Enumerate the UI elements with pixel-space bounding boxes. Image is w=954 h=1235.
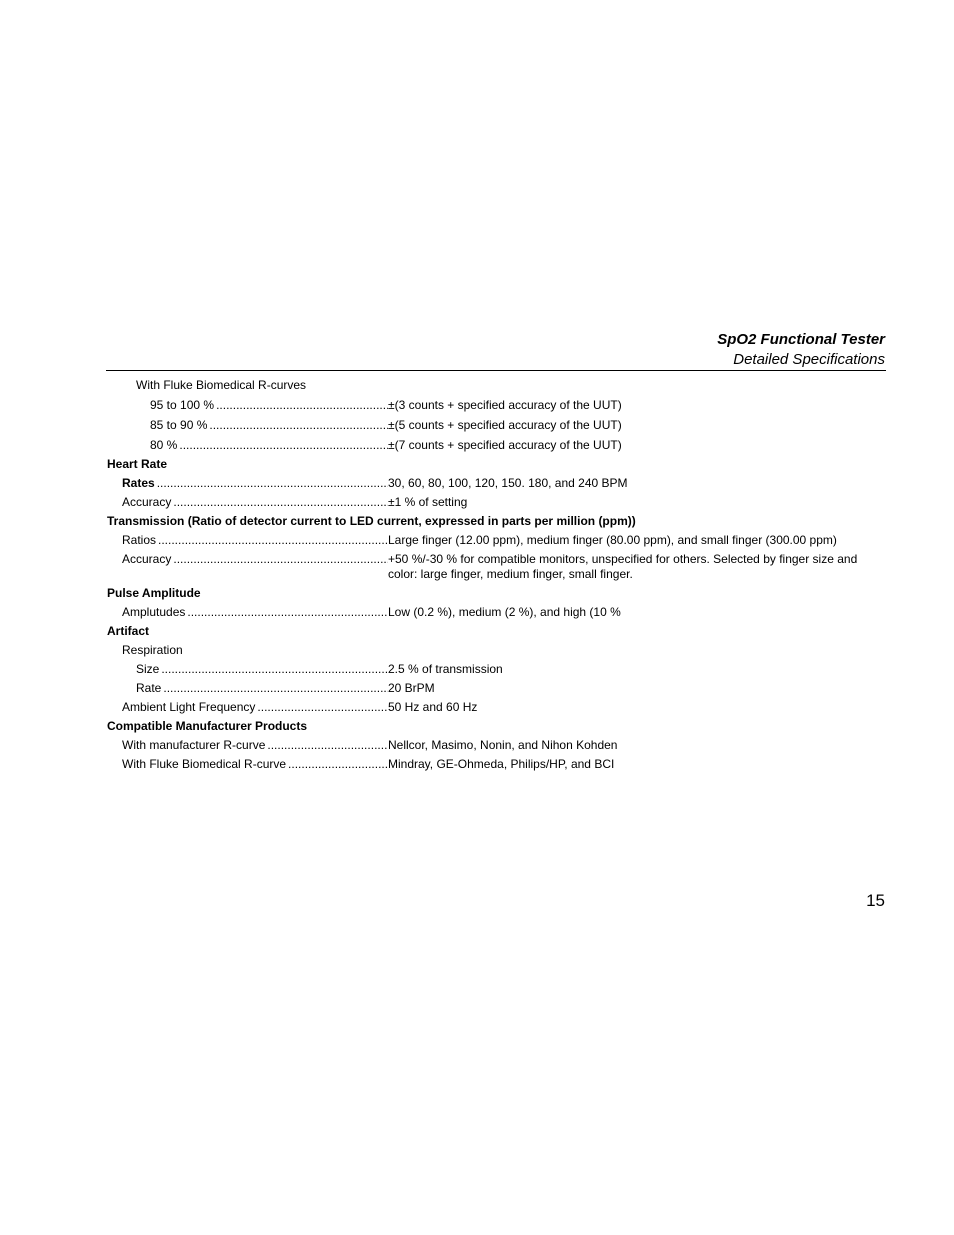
spec-label: Amplutudes <box>122 605 186 619</box>
spec-label-cell <box>122 700 388 715</box>
spec-label-cell <box>150 398 388 413</box>
section-heading-compatible-products: Compatible Manufacturer Products <box>107 719 308 733</box>
spec-label: With Fluke Biomedical R-curve <box>122 757 287 771</box>
subheading-respiration: Respiration <box>122 643 183 657</box>
spec-value: Low (0.2 %), medium (2 %), and high (10 % <box>388 605 621 619</box>
spec-label-cell <box>136 662 388 677</box>
header-title: SpO2 Functional Tester <box>717 331 885 348</box>
section-heading-pulse-amplitude: Pulse Amplitude <box>107 586 201 600</box>
dot-leader <box>159 662 388 677</box>
running-header <box>106 330 885 369</box>
dot-leader <box>161 681 388 696</box>
section-heading-transmission: Transmission (Ratio of detector current to LED current, expressed in parts per million (ppm)) <box>107 514 636 528</box>
spec-value: 30, 60, 80, 100, 120, 150. 180, and 240 BPM <box>388 476 628 490</box>
spec-row <box>122 605 885 620</box>
spec-label: Accuracy <box>122 552 172 566</box>
spec-label: 80 % <box>150 438 178 452</box>
dot-leader <box>171 552 388 567</box>
subheading-fluke-r-curves: With Fluke Biomedical R-curves <box>136 378 307 392</box>
spec-label: Ambient Light Frequency <box>122 700 256 714</box>
spec-row <box>122 533 885 548</box>
spec-value: 50 Hz and 60 Hz <box>388 700 478 714</box>
spec-row <box>150 438 885 453</box>
spec-label: Accuracy <box>122 495 172 509</box>
spec-row <box>122 738 885 753</box>
dot-leader <box>255 700 388 715</box>
spec-label: 85 to 90 % <box>150 418 208 432</box>
dot-leader <box>185 605 388 620</box>
spec-label: Rates <box>122 476 155 490</box>
dot-leader <box>177 438 388 453</box>
spec-label: Size <box>136 662 160 676</box>
spec-row <box>136 681 885 696</box>
spec-label: Rate <box>136 681 162 695</box>
spec-label-cell <box>122 552 388 567</box>
spec-value: ±1 % of setting <box>388 495 468 509</box>
spec-row <box>122 552 885 582</box>
spec-value: Large finger (12.00 ppm), medium finger (80.00 ppm), and small finger (300.00 ppm) <box>388 533 837 547</box>
dot-leader <box>265 738 388 753</box>
spec-value: +50 %/-30 % for compatible monitors, unspecified for others. Selected by finger size and color: large finger, medium finger, small finger. <box>388 552 858 581</box>
spec-label-cell <box>122 605 388 620</box>
dot-leader <box>156 533 388 548</box>
section-heading-heart-rate: Heart Rate <box>107 457 168 471</box>
dot-leader <box>171 495 388 510</box>
spec-label: 95 to 100 % <box>150 398 215 412</box>
page-number: 15 <box>866 891 885 910</box>
dot-leader <box>207 418 388 433</box>
spec-label-cell <box>136 681 388 696</box>
spec-label: Ratios <box>122 533 157 547</box>
spec-row <box>122 476 885 491</box>
spec-label-cell <box>122 757 388 772</box>
spec-row <box>122 495 885 510</box>
spec-value: 20 BrPM <box>388 681 435 695</box>
spec-value: ±(7 counts + specified accuracy of the UUT) <box>388 438 622 452</box>
header-subtitle: Detailed Specifications <box>733 351 885 368</box>
section-heading-artifact: Artifact <box>107 624 150 638</box>
spec-label-cell <box>122 495 388 510</box>
dot-leader <box>286 757 388 772</box>
spec-label-cell <box>122 533 388 548</box>
spec-row <box>136 662 885 677</box>
spec-label-cell <box>150 438 388 453</box>
dot-leader <box>214 398 388 413</box>
dot-leader <box>155 476 388 491</box>
spec-row <box>122 700 885 715</box>
spec-value: Mindray, GE-Ohmeda, Philips/HP, and BCI <box>388 757 615 771</box>
spec-value: 2.5 % of transmission <box>388 662 503 676</box>
spec-row <box>122 757 885 772</box>
header-rule <box>106 370 886 371</box>
spec-value: Nellcor, Masimo, Nonin, and Nihon Kohden <box>388 738 618 752</box>
spec-label-cell <box>122 738 388 753</box>
spec-value: ±(5 counts + specified accuracy of the UUT) <box>388 418 622 432</box>
spec-value: ±(3 counts + specified accuracy of the UUT) <box>388 398 622 412</box>
spec-label: With manufacturer R-curve <box>122 738 266 752</box>
spec-row <box>150 418 885 433</box>
spec-row <box>150 398 885 413</box>
spec-label-cell <box>122 476 388 491</box>
spec-label-cell <box>150 418 388 433</box>
